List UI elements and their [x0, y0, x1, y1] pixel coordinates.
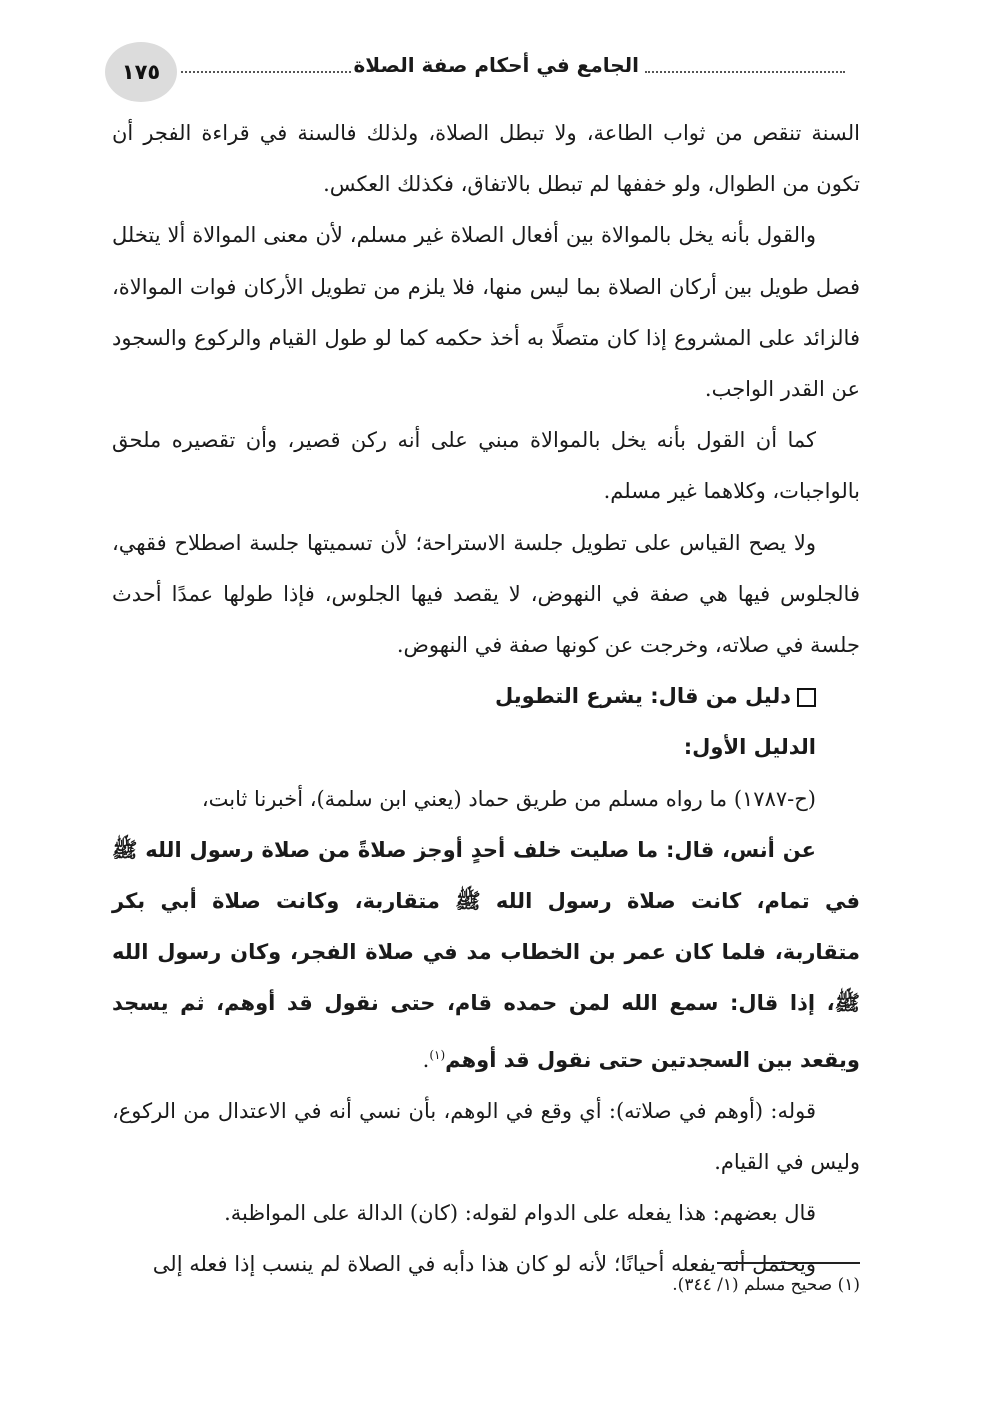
hadith-text: عن أنس، قال: ما صليت خلف أحدٍ أوجز صلاةً من صلاة رسول الله ﷺ في تمام، كانت صلاة رسول الله ﷺ متقاربة، وكانت صلاة أبي بكر متقاربة، فلما كان عمر بن الخطاب مد في صلاة الفجر، وكان رسول الله ﷺ، إذا قال: سمع الله لمن حمده قام، حتى نقول قد أوهم، ثم يسجد ويقعد بين السجدتين حتى نقول قد أوهم: [112, 837, 860, 1072]
hadith-end: .: [422, 1047, 430, 1072]
header-dotted-rule-left: [181, 71, 351, 73]
paragraph: والقول بأنه يخل بالموالاة بين أفعال الصلاة غير مسلم، لأن معنى الموالاة ألا يتخلل فصل طويل بين أركان الصلاة بما ليس منها، فلا يلزم من تطويل الأركان فوات الموالاة، فالزائد على المشروع إذا كان متصلًا به أخذ حكمه كما لو طول القيام والركوع والسجود عن القدر الواجب.: [112, 223, 860, 402]
subheading: الدليل الأول:: [683, 735, 816, 760]
book-title: الجامع في أحكام صفة الصلاة: [353, 53, 639, 77]
section-heading: [112, 671, 860, 722]
paragraph: ويحتمل أنه يفعله أحيانًا؛ لأنه لو كان هذا دأبه في الصلاة لم ينسب إذا فعله إلى: [152, 1252, 816, 1277]
hadith-intro: (ح-١٧٨٧) ما رواه مسلم من طريق حماد (يعني ابن سلمة)، أخبرنا ثابت،: [201, 786, 816, 811]
footnote-divider: [717, 1262, 860, 1264]
hadith-quote: [112, 825, 860, 1086]
footnote: (١) صحيح مسلم (١/ ٣٤٤).: [672, 1275, 860, 1295]
main-text: [112, 108, 860, 1291]
section-heading-text: دليل من قال: يشرع التطويل: [495, 684, 791, 709]
header-dotted-rule-right: [645, 71, 845, 73]
page-number-badge: ١٧٥: [105, 42, 177, 102]
paragraph: كما أن القول بأنه يخل بالموالاة مبني على أنه ركن قصير، وأن تقصيره ملحق بالواجبات، وكلاهما غير مسلم.: [112, 428, 860, 504]
paragraph: ولا يصح القياس على تطويل جلسة الاستراحة؛ لأن تسميتها جلسة اصطلاح فقهي، فالجلوس فيها هي صفة في النهوض، لا يقصد فيها الجلوس، فإذا طولها عمدًا أحدث جلسة في صلاته، وخرجت عن كونها صفة في النهوض.: [112, 530, 860, 658]
paragraph: قوله: (أوهم في صلاته): أي وقع في الوهم، بأن نسي أنه في الاعتدال من الركوع، وليس في القيام.: [112, 1098, 860, 1175]
checkbox-square-icon: [797, 688, 816, 707]
footnote-ref: (١): [429, 1047, 446, 1062]
running-header: [105, 42, 865, 102]
paragraph: قال بعضهم: هذا يفعله على الدوام لقوله: (كان) الدالة على المواظبة.: [224, 1201, 816, 1226]
paragraph: السنة تنقص من ثواب الطاعة، ولا تبطل الصلاة، ولذلك فالسنة في قراءة الفجر أن تكون من الطوال، ولو خففها لم تبطل بالاتفاق، فكذلك العكس.: [112, 121, 860, 197]
